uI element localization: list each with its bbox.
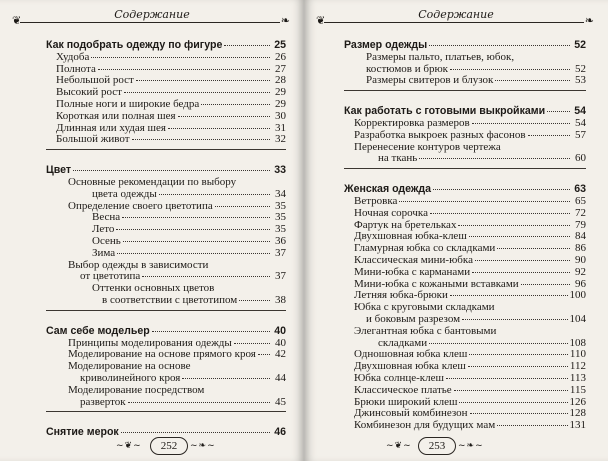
toc-page-number: 36	[275, 234, 286, 247]
toc-entry-title: Одношовная юбка клеш	[354, 348, 468, 361]
toc-entry-title: Элегантная юбка с бантовыми	[354, 324, 497, 337]
toc-entry-title: Осень	[92, 234, 121, 247]
dot-leader	[458, 225, 570, 226]
dot-leader	[142, 276, 270, 277]
dot-leader	[168, 128, 270, 129]
toc-page-number: 115	[569, 383, 586, 396]
toc-entry	[344, 208, 586, 220]
toc-page-number: 86	[575, 242, 586, 255]
toc-entry-title: Зима	[92, 246, 116, 259]
toc-entry-title: разверток	[80, 395, 126, 408]
dot-leader	[73, 170, 270, 171]
toc-entry-title: Юбка с круговыми складками	[354, 301, 495, 314]
toc-page-number: 100	[569, 289, 586, 302]
toc-page-number: 90	[575, 253, 586, 266]
page-header	[0, 6, 304, 28]
toc-page-number: 26	[275, 50, 286, 63]
toc-page-number: 38	[275, 293, 286, 306]
toc-section-heading	[46, 326, 286, 338]
running-header: Содержание	[418, 8, 494, 21]
toc-entry	[46, 189, 286, 201]
toc-entry-title: Брюки широкий клеш	[354, 395, 458, 408]
right-page	[304, 0, 608, 461]
toc-entry	[344, 75, 586, 87]
dot-leader	[419, 158, 570, 159]
toc-page-number: 28	[275, 74, 286, 87]
flourish-ornament-icon: ❧	[584, 14, 594, 27]
toc-entry-title: от цветотипа	[80, 270, 141, 283]
dot-leader	[201, 104, 270, 105]
toc-entry-title: Классическое платье	[354, 383, 452, 396]
footer-ornament-icon: ~❧~	[190, 441, 216, 451]
toc-entry	[46, 212, 286, 224]
toc-page-number: 54	[574, 105, 586, 118]
toc-page-number: 63	[574, 183, 586, 196]
toc-page-number: 84	[575, 230, 586, 243]
toc-entry-title: Моделирование на основе прямого кроя	[68, 348, 256, 361]
dot-leader	[450, 69, 570, 70]
toc-entry	[46, 385, 286, 397]
toc-entry-title: Размеры свитеров и блузок	[366, 74, 494, 87]
toc-page-number: 126	[569, 395, 586, 408]
toc-entry-title: Небольшой рост	[56, 74, 134, 87]
toc-entry-title: костюмов и брюк	[366, 62, 449, 75]
dot-leader	[429, 343, 567, 344]
toc-entry-title: Двухшовная юбка клеш	[354, 360, 466, 373]
dot-leader	[98, 69, 270, 70]
toc-entry-title: криволинейного кроя	[80, 371, 181, 384]
dot-leader	[178, 116, 270, 117]
toc-page-number: 104	[569, 312, 586, 325]
toc-entry	[344, 267, 586, 279]
dot-leader	[122, 217, 270, 218]
dot-leader	[239, 300, 270, 301]
toc-page-number: 31	[275, 121, 286, 134]
toc-entry-title: Гламурная юбка со складками	[354, 242, 496, 255]
toc-page-number: 37	[275, 270, 286, 283]
toc-entry-title: Короткая или полная шея	[56, 109, 176, 122]
toc-page-number: 110	[569, 348, 586, 361]
footer-ornament-icon: ~❦~	[116, 441, 142, 451]
toc-entry-title: Комбинезон для будущих мам	[354, 419, 496, 432]
toc-entry	[46, 373, 286, 385]
toc-page-number: 72	[575, 206, 586, 219]
dot-leader	[469, 236, 570, 237]
dot-leader	[136, 80, 270, 81]
toc-entry-title: складками	[378, 336, 428, 349]
toc-entry-title: Снятие мерок	[46, 426, 119, 439]
toc-page-number: 40	[274, 324, 286, 337]
toc-page-number: 112	[569, 360, 586, 373]
toc-entry-title: Длинная или худая шея	[56, 121, 166, 134]
toc-page-number: 34	[275, 187, 286, 200]
toc-entry-title: Женская одежда	[344, 183, 432, 196]
dot-leader	[234, 343, 270, 344]
toc-page-number: 65	[575, 194, 586, 207]
section-divider	[344, 90, 586, 91]
page-footer	[304, 437, 608, 455]
toc-entry-title: Фартук на бретельках	[354, 218, 457, 231]
toc-entry-title: Основные рекомендации по выбору	[68, 175, 237, 188]
dot-leader	[497, 248, 570, 249]
toc-entry-title: Сам себе модельер	[46, 324, 150, 337]
toc-entry-title: Летняя юбка-брюки	[354, 289, 448, 302]
toc-entry	[46, 295, 286, 307]
toc-page-number: 37	[275, 246, 286, 259]
toc-page-number: 52	[574, 39, 586, 51]
toc-entry	[344, 153, 586, 165]
toc-entry-title: Полные ноги и широкие бедра	[56, 97, 200, 110]
dot-leader	[258, 354, 270, 355]
dot-leader	[128, 402, 270, 403]
toc-entry-title: Как работать с готовыми выкройками	[344, 105, 546, 118]
toc-entry-title: и боковым разрезом	[366, 312, 461, 325]
toc-entry	[46, 236, 286, 248]
toc-entry-title: Как подобрать одежду по фигуре	[46, 39, 223, 51]
toc-page-number: 92	[575, 265, 586, 278]
flourish-ornament-icon: ❦	[12, 14, 22, 27]
dot-leader	[454, 390, 568, 391]
section-divider	[344, 168, 586, 169]
toc-entry	[46, 248, 286, 260]
dot-leader	[472, 272, 570, 273]
toc-entry-title: Ночная сорочка	[354, 206, 428, 219]
toc-entry-title: Юбка солнце-клеш	[354, 371, 444, 384]
toc-page-number: 46	[274, 426, 286, 439]
dot-leader	[152, 331, 270, 332]
dot-leader	[132, 139, 270, 140]
toc-entry-title: Цвет	[46, 164, 72, 177]
toc-entry	[344, 314, 586, 326]
toc-entry	[46, 52, 286, 64]
dot-leader	[475, 260, 570, 261]
toc-entry	[344, 373, 586, 385]
toc-entry	[344, 420, 586, 432]
toc-entry	[46, 134, 286, 146]
toc-page-number: 40	[275, 336, 286, 349]
toc-entry-title: Полнота	[56, 62, 96, 75]
toc-page-number: 30	[275, 109, 286, 122]
toc-page-number: 53	[575, 74, 586, 87]
section-gap	[46, 155, 286, 165]
section-divider	[46, 310, 286, 311]
dot-leader	[429, 45, 570, 46]
page-number: 252	[150, 437, 188, 455]
dot-leader	[446, 378, 568, 379]
dot-leader	[159, 194, 270, 195]
dot-leader	[399, 201, 570, 202]
dot-leader	[547, 111, 570, 112]
toc-page-number: 29	[275, 97, 286, 110]
page-footer	[0, 437, 304, 455]
toc-entry-title: на ткань	[378, 152, 418, 165]
footer-ornament-icon: ~❦~	[386, 441, 412, 451]
dot-leader	[224, 45, 270, 46]
toc-entry	[344, 196, 586, 208]
toc-entry-title: Высокий рост	[56, 86, 122, 99]
toc-page-number: 27	[275, 62, 286, 75]
dot-leader	[470, 413, 568, 414]
toc-entry-title: Ветровка	[354, 194, 398, 207]
toc-entry-title: цвета одежды	[92, 187, 157, 200]
toc-entry-title: Джинсовый комбинезон	[354, 407, 468, 420]
dot-leader	[182, 378, 270, 379]
toc-entry	[344, 326, 586, 338]
table-of-contents	[344, 40, 586, 432]
toc-entry	[344, 255, 586, 267]
toc-entry	[46, 177, 286, 189]
toc-entry-title: Весна	[92, 211, 121, 224]
toc-entry-title: Оттенки основных цветов	[92, 282, 215, 295]
toc-entry-title: Размеры пальто, платьев, юбок,	[366, 50, 515, 63]
toc-entry	[46, 224, 286, 236]
toc-entry-title: Мини-юбка с кожаными вставками	[354, 277, 519, 290]
toc-entry-title: Мини-юбка с карманами	[354, 265, 471, 278]
toc-entry-title: Корректировка размеров	[354, 116, 470, 129]
running-header: Содержание	[114, 8, 190, 21]
toc-entry-title: Перенесение контуров чертежа	[354, 140, 501, 153]
toc-entry-title: Определение своего цветотипа	[68, 199, 213, 212]
flourish-ornament-icon: ❦	[316, 14, 326, 27]
dot-leader	[495, 80, 570, 81]
dot-leader	[121, 432, 270, 433]
dot-leader	[450, 295, 568, 296]
toc-entry-title: Разработка выкроек разных фасонов	[354, 128, 526, 141]
flourish-ornament-icon: ❧	[280, 14, 290, 27]
toc-page-number: 42	[275, 348, 286, 361]
table-of-contents	[46, 40, 286, 439]
dot-leader	[433, 189, 570, 190]
dot-leader	[123, 241, 270, 242]
toc-entry-title: Моделирование посредством	[68, 383, 205, 396]
toc-page-number: 108	[569, 336, 586, 349]
toc-entry-title: в соответствии с цветотипом	[102, 293, 238, 306]
toc-page-number: 60	[575, 152, 586, 165]
section-divider	[46, 411, 286, 412]
toc-entry	[344, 130, 586, 142]
footer-ornament-icon: ~❧~	[458, 441, 484, 451]
toc-page-number: 35	[275, 223, 286, 236]
toc-entry-title: Размер одежды	[344, 39, 428, 51]
toc-entry-title: Классическая мини-юбка	[354, 253, 473, 266]
toc-page-number: 128	[569, 407, 586, 420]
dot-leader	[430, 213, 570, 214]
toc-page-number: 131	[569, 419, 586, 432]
toc-page-number: 45	[275, 395, 286, 408]
toc-page-number: 25	[274, 39, 286, 51]
page-number: 253	[418, 437, 456, 455]
toc-page-number: 57	[575, 128, 586, 141]
toc-entry-title: Большой живот	[56, 133, 130, 146]
dot-leader	[462, 319, 567, 320]
header-rule	[20, 22, 280, 23]
toc-entry-title: Худоба	[56, 50, 90, 63]
dot-leader	[91, 57, 270, 58]
dot-leader	[528, 135, 570, 136]
dot-leader	[468, 366, 568, 367]
toc-page-number: 32	[275, 133, 286, 146]
toc-page-number: 113	[569, 371, 586, 384]
toc-entry-title: Моделирование на основе	[68, 360, 191, 373]
section-divider	[46, 149, 286, 150]
toc-entry	[46, 201, 286, 213]
dot-leader	[459, 402, 567, 403]
toc-entry	[46, 99, 286, 111]
toc-entry	[344, 385, 586, 397]
toc-entry-title: Двухшовная юбка-клеш	[354, 230, 467, 243]
toc-page-number: 52	[575, 62, 586, 75]
dot-leader	[472, 123, 570, 124]
toc-entry-title: Принципы моделирования одежды	[68, 336, 232, 349]
toc-page-number: 35	[275, 211, 286, 224]
dot-leader	[215, 206, 270, 207]
toc-page-number: 54	[575, 116, 586, 129]
toc-page-number: 35	[275, 199, 286, 212]
dot-leader	[497, 425, 567, 426]
dot-leader	[469, 354, 568, 355]
toc-entry-title: Выбор одежды в зависимости	[68, 258, 209, 271]
dot-leader	[117, 253, 270, 254]
toc-page-number: 96	[575, 277, 586, 290]
toc-page-number: 29	[275, 86, 286, 99]
toc-page-number: 33	[274, 164, 286, 177]
toc-entry	[46, 111, 286, 123]
toc-entry	[344, 118, 586, 130]
toc-page-number: 44	[275, 371, 286, 384]
dot-leader	[116, 229, 270, 230]
toc-entry	[46, 397, 286, 409]
header-rule	[324, 22, 584, 23]
dot-leader	[124, 92, 270, 93]
page-header	[304, 6, 608, 28]
toc-entry-title: Лето	[92, 223, 115, 236]
toc-page-number: 79	[575, 218, 586, 231]
dot-leader	[521, 284, 570, 285]
toc-entry	[344, 52, 586, 64]
